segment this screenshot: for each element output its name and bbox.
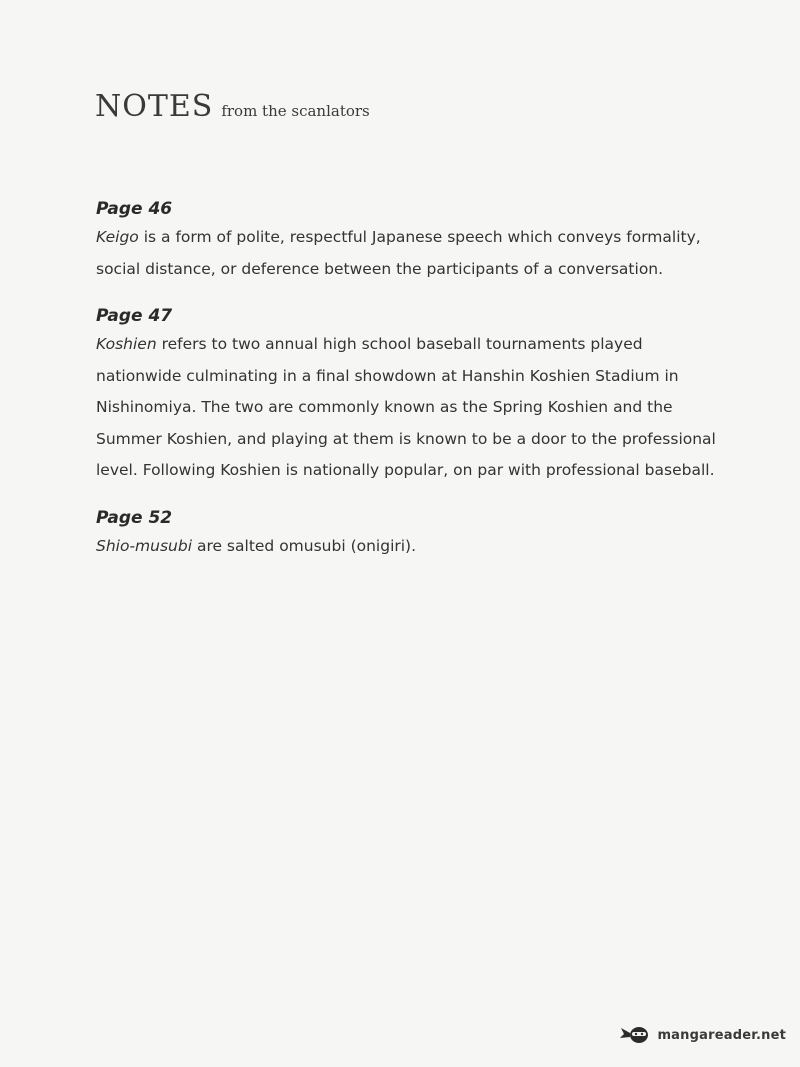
note-heading: Page 47 [96,306,173,326]
note-heading: Page 52 [96,507,173,528]
note-page-46 [96,196,716,285]
page-title [95,86,370,124]
note-body [96,222,716,285]
ninja-logo-icon [619,1025,653,1045]
note-page-52 [96,505,716,563]
note-term: Shio-musubi [96,536,193,555]
note-page-47 [96,303,716,487]
page-title-main: NOTES [95,89,214,124]
note-text: are salted omusubi (onigiri). [192,536,417,555]
note-text: refers to two annual high school baseball tournaments played nationwide culminating in a final showdown at Hanshin Koshien Stadium in Nishinomiya. The two are commonly known as the Spring Koshien and the Summer Koshien, and playing at them is known to be a door to the professional level. Following Koshien is nationally popular, on par with professional baseball. [96,335,716,479]
watermark-text: mangareader.net [657,1027,786,1043]
watermark [619,1025,786,1045]
note-term: Keigo [96,228,139,246]
note-heading: Page 46 [96,199,173,219]
note-body [96,329,716,487]
note-text: is a form of polite, respectful Japanese speech which conveys formality, social distance, or deference between the participants of a conversation. [96,228,701,278]
notes-list [96,196,716,580]
note-term: Koshien [96,335,157,353]
note-body [96,531,716,563]
page-title-subtitle: from the scanlators [221,102,370,120]
